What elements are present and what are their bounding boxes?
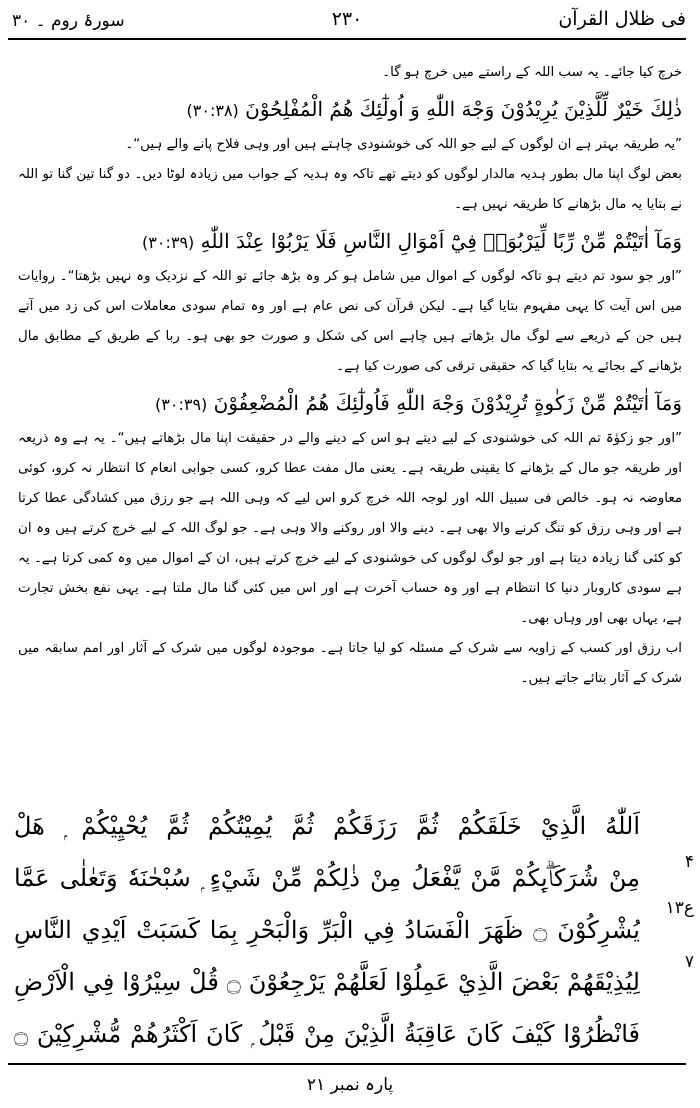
quran-text-block [14,800,640,1060]
page-number: ۲۳۰ [331,8,363,30]
commentary-body [18,58,682,694]
margin-ruku-mark: ع۱۳ [665,898,694,918]
quran-line: اَللّٰهُ الَّذِيْ خَلَقَكُمْ ثُمَّ رَزَقَكُمْ ثُمَّ يُمِيْتُكُمْ ثُمَّ يُحْيِيْكُمْ ۭ هَلْ [14,812,640,840]
verse-text: وَمَآ اٰتَيْتُمْ مِّنْ زَكٰوةٍ تُرِيْدُوْنَ وَجْهَ اللّٰهِ فَاُولٰٓئِكَ هُمُ الْمُضْعِفُوْنَ [213,391,682,415]
quran-line: يُشْرِكُوْنَ ۝ ظَهَرَ الْفَسَادُ فِي الْبَرِّ وَالْبَحْرِ بِمَا كَسَبَتْ اَيْدِي النَّاسِ [14,916,640,944]
quran-line: لِيُذِيْقَهُمْ بَعْضَ الَّذِيْ عَمِلُوْا لَعَلَّهُمْ يَرْجِعُوْنَ ۝ قُلْ سِيْرُوْا فِي الْاَرْضِ [14,968,640,996]
verse-reference: (۳۰:۳۸) [186,101,239,120]
quran-verse [18,224,682,260]
margin-verse-count: ۴ [684,852,694,872]
paragraph: اب رزق اور کسب کے زاویہ سے شرک کے مسئلہ کو لیا جاتا ہے۔ موجودہ لوگوں میں شرک کے آثار اور امم سابقہ میں شرک کے آثار بتائے جاتے ہیں۔ [18,641,682,686]
quran-verse [18,386,682,422]
quran-line: فَانْظُرُوْا كَيْفَ كَانَ عَاقِبَةُ الَّذِيْنَ مِنْ قَبْلُ ۭ كَانَ اَكْثَرُهُمْ مُّشْرِكِيْنَ ۝ [14,1020,640,1048]
verse-reference: (۳۰:۳۹) [142,233,195,252]
verse-reference: (۳۰:۳۹) [155,395,208,414]
margin-verse-count: ۷ [684,952,694,972]
verse-text: وَمَآ اٰتَيْتُمْ مِّنْ رِّبًا لِّيَرْبُوَا۟ فِيْٓ اَمْوَالِ النَّاسِ فَلَا يَرْبُوْا عِنْدَ اللّٰهِ [200,229,682,253]
paragraph: ”اور جو سود تم دیتے ہو تاکہ لوگوں کے اموال میں شامل ہو کر وہ بڑھ جائے تو اللہ کے نزدیک وہ نہیں بڑھتا“۔ روایات میں اس آیت کا یہی مفہوم بتایا گیا ہے۔ لیکن قرآن کی نص عام ہے اور وہ تمام سودی معاملات اس کی زد میں آتے ہیں جن کے ذریعے سے لوگ مال بڑھاتے ہیں چاہے اس کی شکل و صورت جو بھی ہو۔ ربا کے طریق کے مطابق مال بڑھانے کے بجائے یہ بتایا گیا کہ حقیقی ترقی کی صورت کیا ہے۔ [18,269,682,374]
header-rule [8,38,686,40]
book-title: فی ظلال القرآن [558,8,686,30]
para-label: پارہ نمبر ۲۱ [306,1075,394,1095]
quran-line: مِنْ شُرَكَاۗىِٕكُمْ مَّنْ يَّفْعَلُ مِنْ ذٰلِكُمْ مِّنْ شَيْءٍ ۭ سُبْحٰنَهٗ وَتَعٰلٰى عَمَّا [14,864,640,892]
footer-rule [8,1063,686,1065]
paragraph: ”اور جو زکوٰۃ تم اللہ کی خوشنودی کے لیے دیتے ہو اس کے دینے والے در حقیقت اپنا مال بڑھاتے ہیں“۔ یہ ہے وہ ذریعہ اور طریقہ جو مال کے بڑھانے کا یقینی طریقہ ہے۔ یعنی مال مفت عطا کرو، کسی جوابی انعام کا انتظار نہ کرو، کوئی معاوضہ نہ ہو۔ خالص فی سبیل اللہ اور لوجہ اللہ خرچ کرو اس لیے کہ وہی اللہ ہے جو رزق میں کشادگی عطا کرتا ہے اور وہی رزق کو تنگ کرنے والا بھی ہے۔ دینے والا اور روکنے والا وہی ہے۔ جو لوگ اللہ کے لیے خرچ کرتے ہیں وہ ان کو کئی گنا زیادہ دیتا ہے اور جو لوگ لوگوں کی خوشنودی کے لیے خرچ کرتے ہیں، ان کے اموال میں وہ کمی کرتا ہے۔ یہ ہے سودی کاروبار دنیا کا انتظام ہے اور وہ حساب آخرت ہے اور اس میں کئی گنا مال ملتا ہے۔ یہی نفع بخش تجارت ہے، یہاں بھی اور وہاں بھی۔ [18,431,682,626]
page-header [8,6,686,36]
paragraph: خرچ کیا جائے۔ یہ سب اللہ کے راستے میں خرچ ہو گا۔ [382,65,682,80]
paragraph: ”یہ طریقہ بہتر ہے ان لوگوں کے لیے جو اللہ کی خوشنودی چاہتے ہیں اور وہی فلاح پانے والے ہیں“۔ [125,137,682,152]
verse-text: ذٰلِكَ خَيْرٌ لِّلَّذِيْنَ يُرِيْدُوْنَ وَجْهَ اللّٰهِ وَ اُولٰٓئِكَ هُمُ الْمُفْلِحُوْنَ [245,97,682,121]
quran-verse [18,92,682,128]
surah-label: سورۂ روم ۔ ۳۰ [12,11,125,31]
paragraph: بعض لوگ اپنا مال بطور ہدیہ مالدار لوگوں کو دیتے تھے تاکہ وہ ہدیہ کے جواب میں زیادہ لوٹا دیں۔ دو گنا تین گنا تو اللہ نے بتایا یہ مال بڑھانے کا طریقہ نہیں ہے۔ [18,167,682,212]
